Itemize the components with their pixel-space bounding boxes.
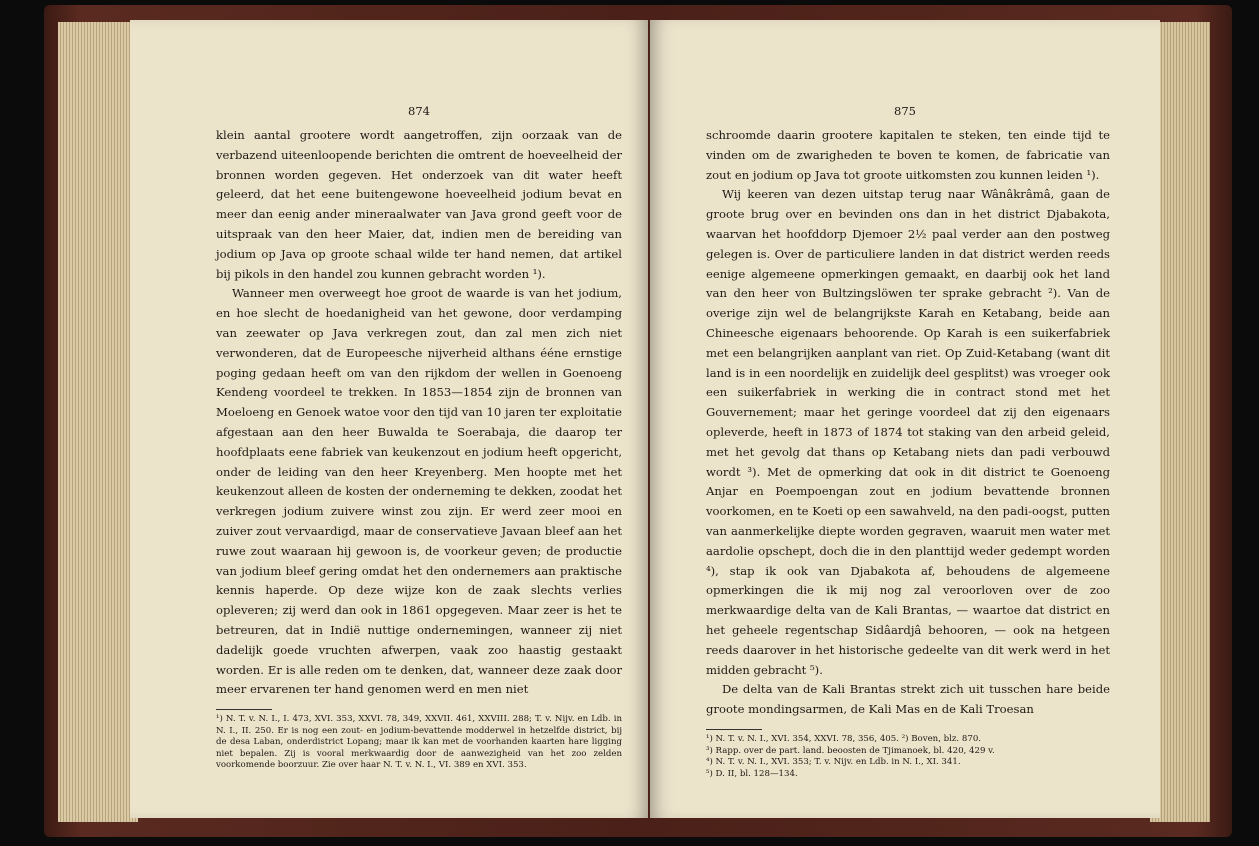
- footnote: ¹) N. T. v. N. I., I. 473, XVI. 353, XXVI. 78, 349, XXVII. 461, XXVIII. 288; T. v. Nijv. en Ldb. in N. I., II. 250. Er is nog een zout- en jodium-bevattende modderwel in hetzelfde district, bij de desa Laban, onderdistrict Lopang; maar ik kan met de voorhanden kaarten hare ligging niet bepalen. Zij is vooral merkwaardig door de aanwezigheid van het zoo zelden voorkomende boorzuur. Zie over haar N. T. v. N. I., VI. 389 en XVI. 353.: [216, 714, 622, 771]
- paragraph: Wanneer men overweegt hoe groot de waarde is van het jodium, en hoe slecht de hoedanigheid van het gewone, door verdamping van zeewater op Java verkregen zout, dan zal men zich niet verwonderen, dat de Europeesche nijverheid althans ééne ernstige poging gedaan heeft om van den rijkdom der wellen in Goenoeng Kendeng voordeel te trekken. In 1853—1854 zijn de bronnen van Moeloeng en Genoek watoe voor den tijd van 10 jaren ter exploitatie afgestaan aan den heer Buwalda te Soerabaja, die daarop ter hoofdplaats eene fabriek van keukenzout en jodium heeft opgericht, onder de leiding van den heer Kreyenberg. Men hoopte met het keukenzout alleen de kosten der onderneming te dekken, zoodat het verkregen jodium zuivere winst zou zijn. Er werd zeer mooi en zuiver zout vervaardigd, maar de conservatieve Javaan bleef aan het ruwe zout waaraan hij gewoon is, de voorkeur geven; de productie van jodium bleef gering omdat het den ondernemers aan praktische kennis haperde. Op deze wijze kon de zaak slechts verlies opleveren; zij werd dan ook in 1861 opgegeven. Maar zeer is het te betreuren, dat in Indië nuttige ondernemingen, wanneer zij niet dadelijk goede vruchten afwerpen, vaak zoo haastig gestaakt worden. Er is alle reden om te denken, dat, wanneer deze zaak door meer ervarenen ter hand genomen werd en men niet: [216, 286, 622, 697]
- footnote: ⁵) D. II, bl. 128—134.: [706, 768, 798, 779]
- left-page-body: [216, 126, 622, 700]
- page-number-left: 874: [408, 104, 430, 118]
- paragraph: klein aantal grootere wordt aangetroffen, zijn oorzaak van de verbazend uiteenloopende berichten die omtrent de hoeveelheid der bronnen worden gegeven. Het onderzoek van dit water heeft geleerd, dat het eene buitengewone hoeveelheid jodium bevat en meer dan eenig ander mineraalwater van Java grond geeft voor de uitspraak van den heer Maier, dat, indien men de bereiding van jodium op Java op groote schaal wilde ter hand nemen, dat artikel bij pikols in den handel zou kunnen gebracht worden ¹).: [216, 128, 622, 281]
- left-page: [130, 20, 648, 818]
- paragraph: schroomde daarin grootere kapitalen te steken, ten einde tijd te vinden om de zwarigheden te boven te komen, de fabricatie van zout en jodium op Java tot groote uitkomsten zou kunnen leiden ¹).: [706, 128, 1110, 182]
- left-page-edges: [58, 22, 138, 822]
- footnote: ³) Rapp. over de part. land. beoosten de Tjimanoek, bl. 420, 429 v.: [706, 745, 995, 756]
- footnote-rule: [706, 729, 762, 730]
- footnotes-left: [216, 714, 622, 772]
- page-number-right: 875: [894, 104, 916, 118]
- footnote: ¹) N. T. v. N. I., XVI. 354, XXVI. 78, 356, 405. ²) Boven, blz. 870.: [706, 733, 982, 744]
- footnote: ⁴) N. T. v. N. I., XVI. 353; T. v. Nijv. en Ldb. in N. I., XI. 341.: [706, 757, 961, 768]
- footnotes-right: [706, 734, 1110, 780]
- paragraph: Wij keeren van dezen uitstap terug naar Wânâkrâmâ, gaan de groote brug over en bevinden ons dan in het district Djabakota, waarvan het hoofddorp Djemoer 2½ paal verder aan den postweg gelegen is. Over de particuliere landen in dat district werden reeds eenige algemeene opmerkingen gemaakt, en daarbij ook het land van den heer von Bultzingslöwen ter sprake gebracht ²). Van de overige zijn wel de belangrijkste Karah en Ketabang, beide aan Chineesche eigenaars behoorende. Op Karah is een suikerfabriek met een belangrijken aanplant van riet. Op Zuid-Ketabang (want dit land is in een noordelijk en zuidelijk deel gesplitst) was vroeger ook een suikerfabriek in werking die in contract stond met het Gouvernement; maar het geringe voordeel dat zij den eigenaars opleverde, heeft in 1873 of 1874 tot staking van den arbeid geleid, met het gevolg dat thans op Ketabang niets dan padi verbouwd wordt ³). Met de opmerking dat ook in dit district te Goenoeng Anjar en Poempoengan zout en jodium bevattende bronnen voorkomen, en te Koeti op een sawahveld, na den padi-oogst, putten van aanmerkelijke diepte worden gegraven, waaruit men water met aardolie opschept, doch die in den planttijd weder gedempt worden ⁴), stap ik ook van Djabakota af, behoudens de algemeene opmerkingen die ik mij nog zal veroorloven over de zoo merkwaardige delta van de Kali Brantas, — waartoe dat district en het geheele regentschap Sidâardjâ behooren, — ook na hetgeen reeds daarover in het historische gedeelte van dit werk werd in het midden gebracht ⁵).: [706, 187, 1110, 677]
- right-page: [650, 20, 1160, 818]
- paragraph: De delta van de Kali Brantas strekt zich uit tusschen hare beide groote mondingsarmen, de Kali Mas en de Kali Troesan: [706, 682, 1110, 717]
- footnote-rule: [216, 709, 272, 710]
- right-page-body: [706, 126, 1110, 720]
